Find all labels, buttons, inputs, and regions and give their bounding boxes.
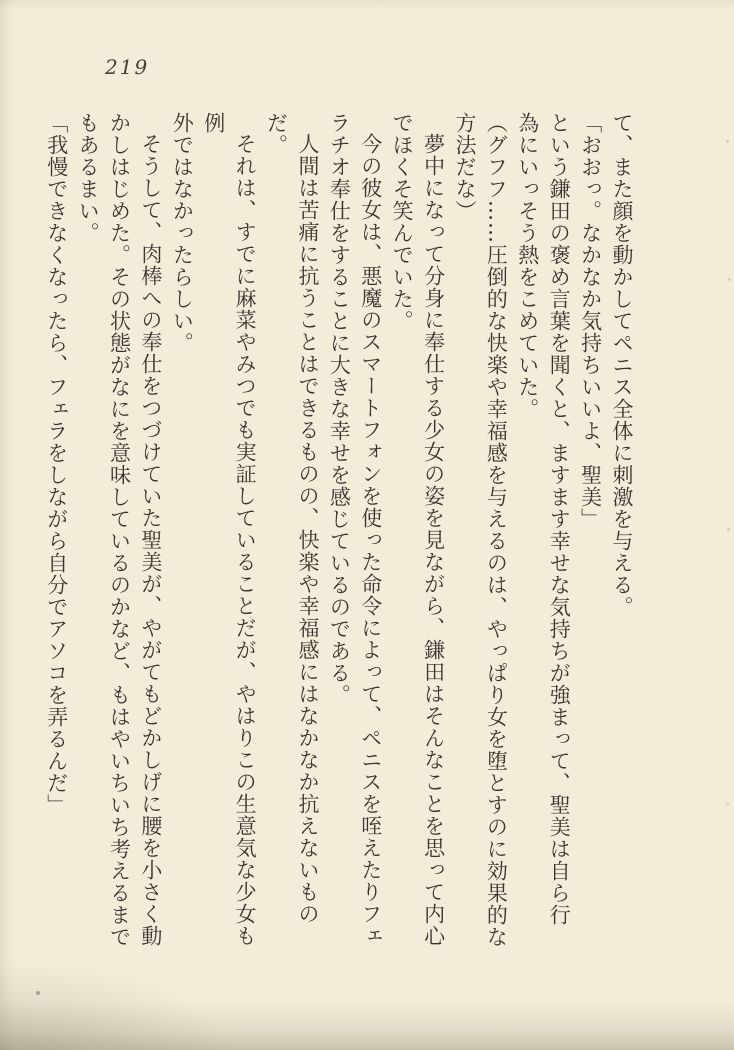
- text-line: それは、すでに麻菜やみつでも実証していることだが、やはりこの生意気な少女も例: [201, 112, 258, 947]
- text-line: という鎌田の褒め言葉を聞くと、ますます幸せな気持ちが強まって、聖美は自ら行: [547, 112, 572, 926]
- scan-speck: [36, 991, 40, 995]
- text-line: もあるまい。: [76, 112, 101, 244]
- scan-speck: [727, 528, 730, 531]
- text-line: 方法だな）: [452, 112, 477, 222]
- scan-shadow-bottom-left: [0, 960, 240, 1050]
- scan-shadow-left: [0, 0, 14, 1050]
- text-line: ラチオ奉仕をすることに大きな幸せを感じているのである。: [327, 112, 352, 706]
- page-number: 219: [105, 55, 150, 79]
- text-line: かしはじめた。その状態がなにを意味しているのかなど、もはやいちいち考えるまで: [107, 112, 132, 948]
- scan-speck: [726, 140, 729, 143]
- text-line: 為にいっそう熱をこめていた。: [515, 112, 540, 420]
- scan-shadow-top: [0, 0, 734, 10]
- scan-shadow-bottom: [0, 1002, 734, 1050]
- text-line: でほくそ笑んでいた。: [390, 112, 415, 332]
- text-line: 人間は苦痛に抗うことはできるものの、快楽や幸福感にはなかなか抗えないものだ。: [264, 112, 320, 925]
- text-line: そうして、肉棒への奉仕をつづけていた聖美が、やがてもどかしげに腰を小さく動: [138, 133, 163, 947]
- scan-speck: [726, 802, 729, 805]
- text-line: 外ではなかったらしい。: [170, 112, 195, 354]
- text-line: （グフフ……圧倒的な快楽や幸福感を与えるのは、やっぱり女を堕とすのに効果的な: [484, 112, 509, 948]
- text-line: 今の彼女は、悪魔のスマートフォンを使った命令によって、ペニスを咥えたりフェ: [358, 133, 383, 947]
- text-line: 「我慢できなくなったら、フェラをしながら自分でアソコを弄るんだ」: [44, 112, 69, 816]
- scan-speck: [728, 278, 731, 281]
- body-text: [40, 112, 637, 968]
- text-line: 「おおっ。なかなか気持ちいいよ、聖美」: [578, 112, 603, 530]
- text-line: 夢中になって分身に奉仕する少女の姿を見ながら、鎌田はそんなことを思って内心: [421, 133, 446, 947]
- text-line: て、また顔を動かしてペニス全体に刺激を与える。: [610, 112, 634, 618]
